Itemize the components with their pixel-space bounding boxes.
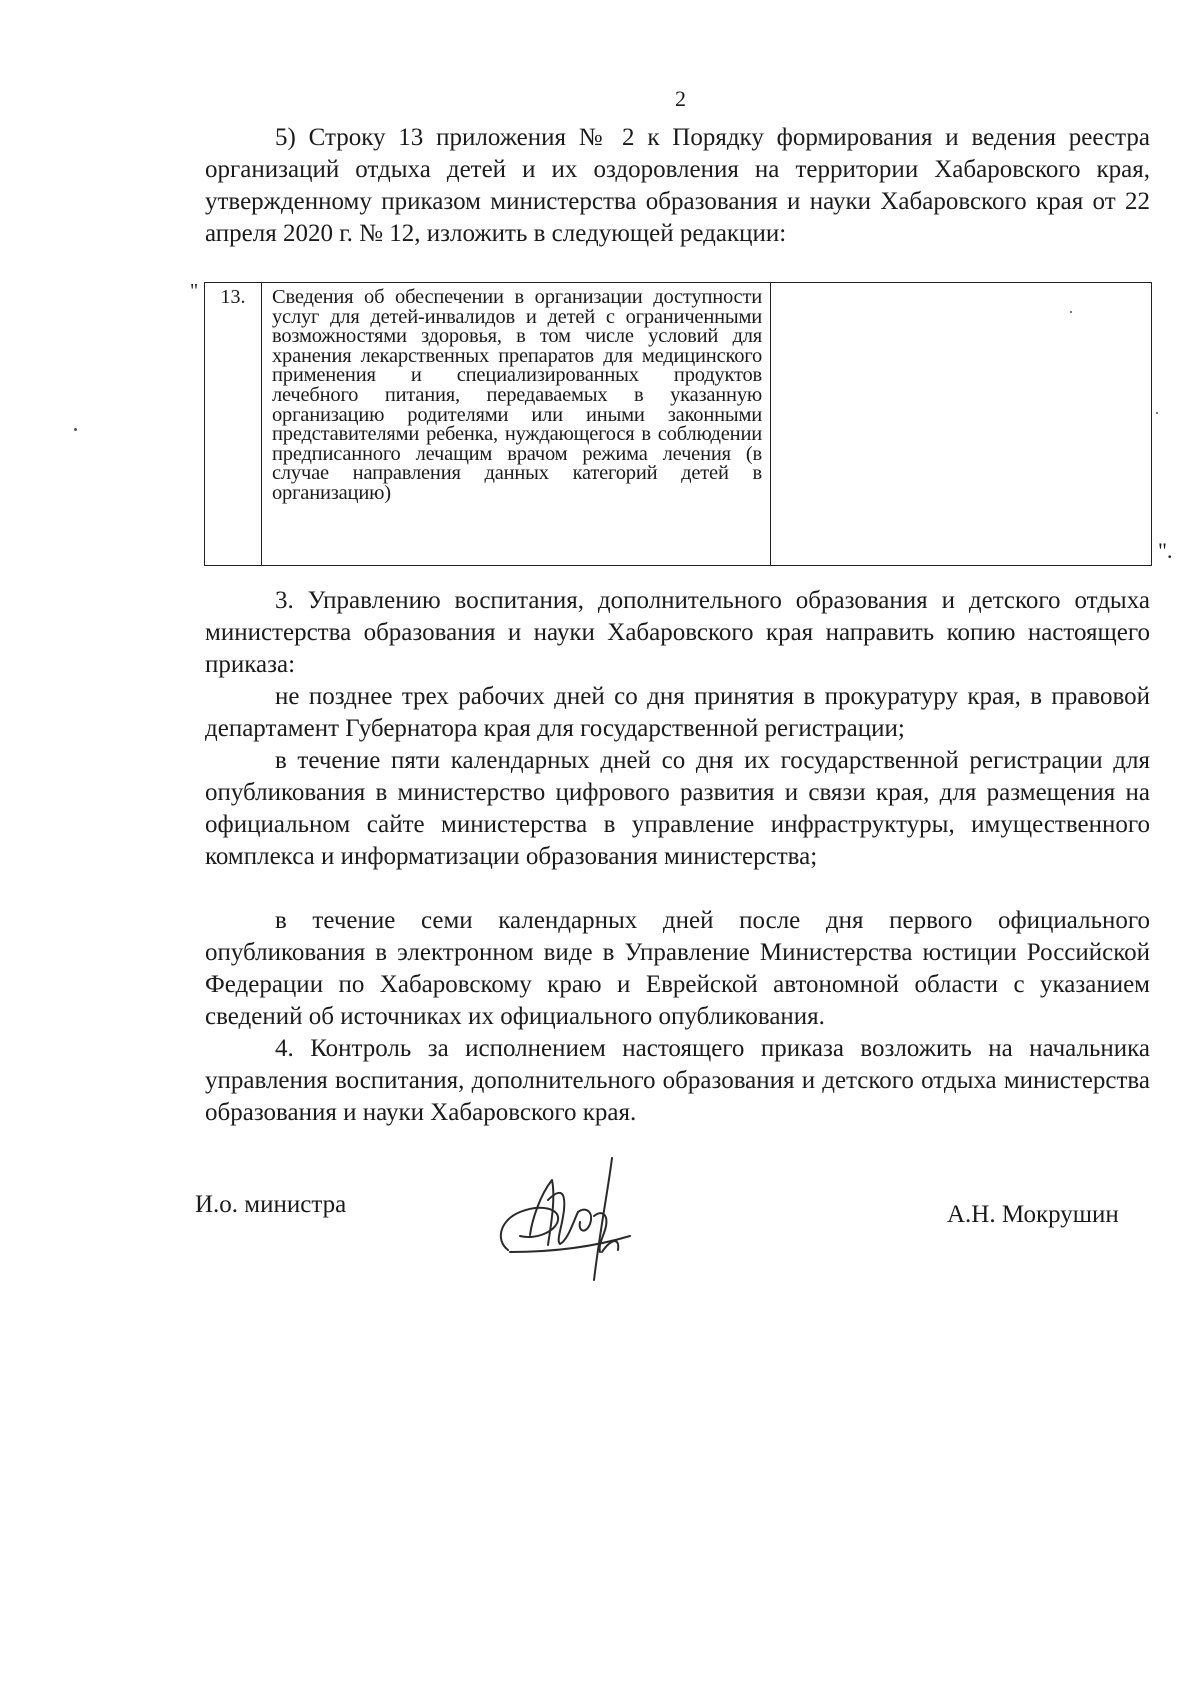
registry-row-table <box>204 282 1152 566</box>
scan-speck <box>1156 412 1158 414</box>
item3-paragraph: 3. Управлению воспитания, дополнительного образования и детского отдыха министерства образования и науки Хабаровского края направить копию настоящего приказа: <box>205 587 1150 678</box>
row-value <box>771 283 1152 566</box>
item4-paragraph: 4. Контроль за исполнением настоящего приказа возложить на начальника управления воспитания, дополнительного образования и детского отдыха министерства образования и науки Хабаровского края. <box>205 1035 1150 1126</box>
table-row <box>205 283 1152 566</box>
row-description: Сведения об обеспечении в организации доступности услуг для детей-инвалидов и детей с ограниченными возможностями здоровья, в том числе условий для хранения лекарственных препаратов для медицинского применения и специализированных продуктов лечебного питания, передаваемых в указанную организацию родителями или иными законными представителями ребенка, нуждающегося в соблюдении предписанного лечащим врачом режима лечения (в случае направления данных категорий детей в организацию) <box>262 283 771 566</box>
closing-quote: ". <box>1158 538 1173 563</box>
row-number: 13. <box>205 283 262 566</box>
signer-name: А.Н. Мокрушин <box>947 1201 1119 1228</box>
signer-title: И.о. министра <box>195 1191 347 1218</box>
item3-sub3: в течение семи календарных дней после дня первого официального опубликования в электронном виде в Управление Министерства юстиции Российской Федерации по Хабаровскому краю и Еврейской автономной области с указанием сведений об источниках их официального опубликования. <box>205 907 1150 1030</box>
handwritten-signature <box>490 1140 660 1290</box>
scan-speck <box>74 428 77 431</box>
page-number: 2 <box>675 86 686 111</box>
item3-sub2: в течение пяти календарных дней со дня их государственной регистрации для опубликования в министерство цифрового развития и связи края, для размещения на официальном сайте министерства в управление инфраструктуры, имущественного комплекса и информатизации образования министерства; <box>205 747 1150 870</box>
intro-paragraph: 5) Строку 13 приложения № 2 к Порядку формирования и ведения реестра организаций отдыха детей и их оздоровления на территории Хабаровского края, утвержденному приказом министерства образования и науки Хабаровского края от 22 апреля 2020 г. № 12, изложить в следующей редакции: <box>205 124 1150 247</box>
scan-speck <box>1070 311 1072 313</box>
item3-sub1: не позднее трех рабочих дней со дня принятия в прокуратуру края, в правовой департамент Губернатора края для государственной регистрации; <box>205 683 1150 742</box>
opening-quote: " <box>190 280 199 302</box>
